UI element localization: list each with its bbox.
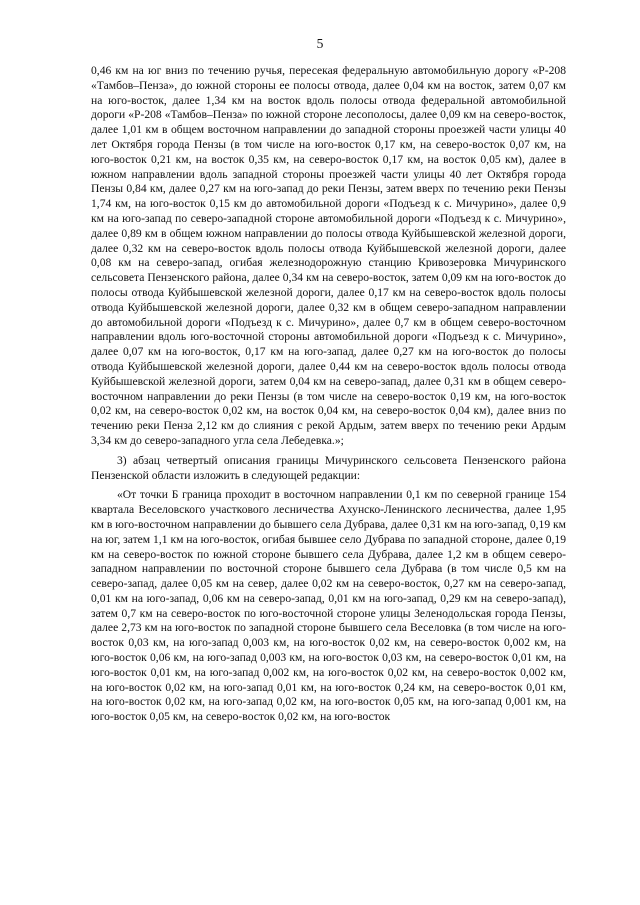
paragraph-boundary-description-continuation: 0,46 км на юг вниз по течению ручья, пересекая федеральную автомобильную дорогу «Р-208 «Тамбов–Пенза», до южной стороны ее полосы отвода, далее 0,04 км на восток, затем 0,07 км на юго-восток, далее 1,34 км на восток вдоль полосы отвода федеральной автомобильной дороги «Р-208 «Тамбов–Пенза» по южной стороне лесополосы, далее 0,09 км на северо-восток, далее 1,01 км в общем восточном направлении до западной стороны проезжей части улицы 40 лет Октября города Пензы (в том числе на юго-восток 0,17 км, на северо-восток 0,07 км, на юго-восток 0,21 км, на восток 0,35 км, на северо-восток 0,17 км, на восток 0,05 км), далее в южном направлении вдоль западной стороны проезжей части улицы 40 лет Октября города Пензы 0,84 км, далее 0,27 км на юго-запад до реки Пензы, затем вверх по течению реки Пензы 1,74 км, на юго-восток 0,15 км до автомобильной дороги «Подъезд к с. Мичурино», далее 0,9 км на юго-запад по северо-западной стороне автомобильной дороги «Подъезд к с. Мичурино», далее 0,89 км в общем южном направлении до полосы отвода Куйбышевской железной дороги, далее 0,32 км на северо-восток вдоль полосы отвода Куйбышевской железной дороги, далее 0,08 км на северо-запад, огибая железнодорожную станцию Кривозеровка Мичуринского сельсовета Пензенского района, далее 0,34 км на северо-восток, затем 0,09 км на юго-восток до полосы отвода Куйбышевской железной дороги, далее 0,17 км на северо-восток вдоль полосы отвода Куйбышевской железной дороги, далее 0,32 км в общем северо-западном направлении до автомобильной дороги «Подъезд к с. Мичурино», далее 0,7 км в общем северо-восточном направлении вдоль юго-восточной стороны автомобильной дороги «Подъезд к с. Мичурино», далее 0,07 км на юго-восток, 0,17 км на юго-запад, далее 0,27 км на юго-восток до полосы отвода Куйбышевской железной дороги, далее 0,44 км на северо-восток вдоль полосы отвода Куйбышевской железной дороги, затем 0,04 км на северо-запад, далее 0,31 км в общем северо-восточном направлении до реки Пензы (в том числе на северо-восток 0,19 км, на юго-восток 0,02 км, на северо-восток 0,02 км, на восток 0,04 км, на северо-восток 0,04 км), далее вниз по течению реки Пенза 2,12 км до слияния с рекой Ардым, затем вверх по течению реки Ардым 3,34 км до северо-западного угла села Лебедевка.»; (91, 64, 566, 447)
document-body (91, 64, 566, 725)
paragraph-new-boundary-text: «От точки Б граница проходит в восточном направлении 0,1 км по северной границе 154 квартала Веселовского участкового лесничества Ахунско-Ленинского лесничества, далее 1,95 км в юго-восточном направлении до бывшего села Дубрава, далее 0,31 км на юго-запад, 0,19 км на юг, затем 1,1 км на юго-восток, огибая бывшее село Дубрава по западной стороне, далее 0,19 км на северо-восток по южной стороне бывшего села Дубрава, далее 1,2 км в общем северо-западном направлении по восточной стороне бывшего села Дубрава (в том числе 0,5 км на северо-запад, далее 0,05 км на север, далее 0,02 км на северо-восток, 0,27 км на северо-запад, 0,01 км на юго-запад, 0,06 км на северо-запад, 0,01 км на юго-запад, 0,29 км на северо-запад), затем 0,7 км на северо-восток по юго-восточной стороне улицы Зеленодольская города Пензы, далее 2,73 км на юго-восток по западной стороне бывшего села Веселовка (в том числе на юго-восток 0,03 км, на юго-запад 0,003 км, на юго-восток 0,02 км, на северо-восток 0,002 км, на юго-восток 0,06 км, на юго-запад 0,003 км, на юго-восток 0,03 км, на северо-восток 0,01 км, на юго-восток 0,01 км, на юго-запад 0,002 км, на юго-восток 0,02 км, на северо-восток 0,002 км, на юго-восток 0,02 км, на юго-запад 0,01 км, на юго-восток 0,24 км, на северо-восток 0,01 км, на юго-восток 0,02 км, на юго-запад 0,02 км, на юго-восток 0,05 км, на юго-запад 0,001 км, на юго-восток 0,05 км, на северо-восток 0,02 км, на юго-восток (91, 488, 566, 724)
page-number: 5 (316, 36, 324, 51)
paragraph-amendment-item-3: 3) абзац четвертый описания границы Мичуринского сельсовета Пензенского района Пензенской области изложить в следующей редакции: (91, 453, 566, 482)
